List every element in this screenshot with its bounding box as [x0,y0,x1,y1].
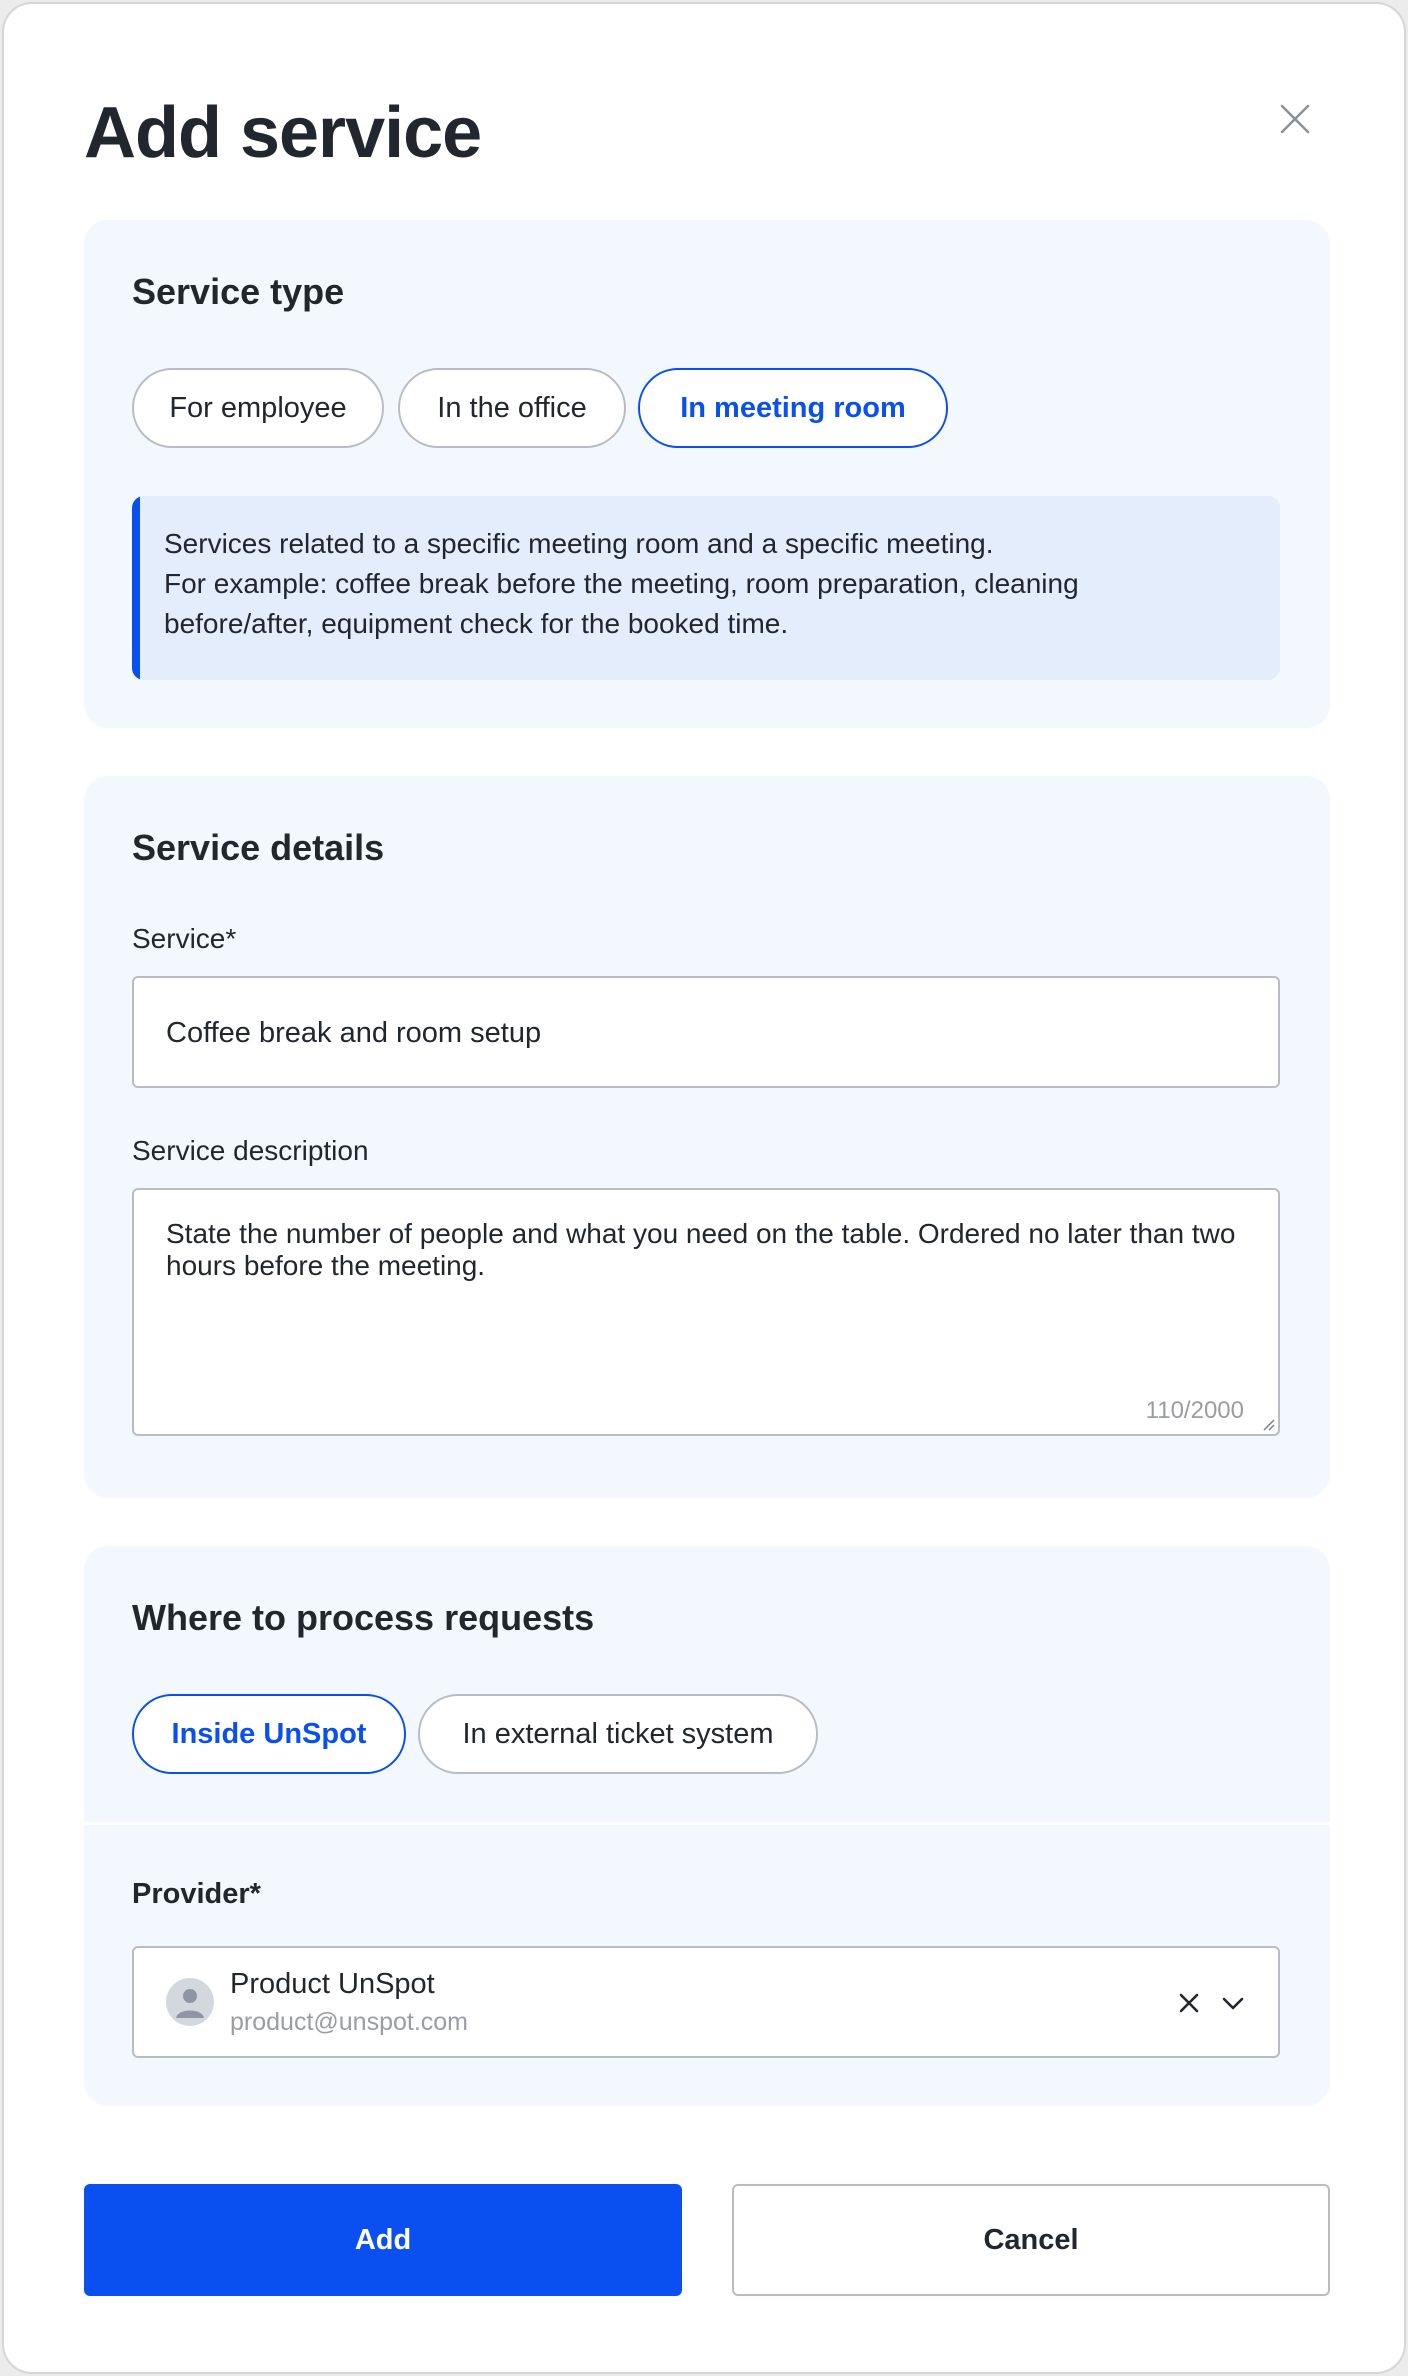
info-line: For example: coffee break before the meeting, room preparation, cleaning [164,568,1079,599]
provider-select[interactable] [132,1946,1280,2058]
info-line: before/after, equipment check for the booked time. [164,608,789,639]
provider-name: Product UnSpot [230,1968,435,2000]
provider-email: product@unspot.com [230,2008,469,2036]
description-textarea[interactable] [132,1188,1280,1436]
option-inside-unspot[interactable]: Inside UnSpot [132,1694,406,1774]
provider-field-label: Provider* [132,1878,261,1910]
close-icon[interactable] [1274,98,1316,140]
resize-handle-icon[interactable] [1260,1416,1276,1432]
description-value: State the number of people and what you need on the table. Ordered no later than two hours before the meeting. [166,1218,1236,1281]
processing-section [84,1546,1330,2106]
description-field-label: Service description [132,1135,369,1166]
option-in-meeting-room[interactable]: In meeting room [638,368,948,448]
chevron-down-icon[interactable] [1218,1988,1248,2018]
service-type-info-box [132,496,1280,680]
section-divider [84,1822,1330,1825]
service-field-label: Service* [132,923,237,954]
add-service-dialog [2,2,1406,2374]
option-for-employee[interactable]: For employee [132,368,384,448]
dialog-title: Add service [84,93,482,173]
service-type-section [84,220,1330,728]
service-input-value: Coffee break and room setup [166,1017,542,1049]
service-type-title: Service type [132,271,345,312]
service-details-section [84,776,1330,1498]
option-in-the-office[interactable]: In the office [398,368,626,448]
user-avatar-icon [166,1978,214,2026]
processing-title: Where to process requests [132,1597,595,1638]
cancel-button[interactable]: Cancel [732,2184,1330,2296]
info-text [164,524,1254,644]
service-input[interactable] [132,976,1280,1088]
character-counter: 110/2000 [1145,1397,1244,1424]
info-line: Services related to a specific meeting room and a specific meeting. [164,528,994,559]
add-button[interactable]: Add [84,2184,682,2296]
clear-icon[interactable] [1174,1988,1204,2018]
info-accent-bar [132,496,140,680]
option-external-ticket-system[interactable]: In external ticket system [418,1694,818,1774]
service-details-title: Service details [132,827,385,868]
